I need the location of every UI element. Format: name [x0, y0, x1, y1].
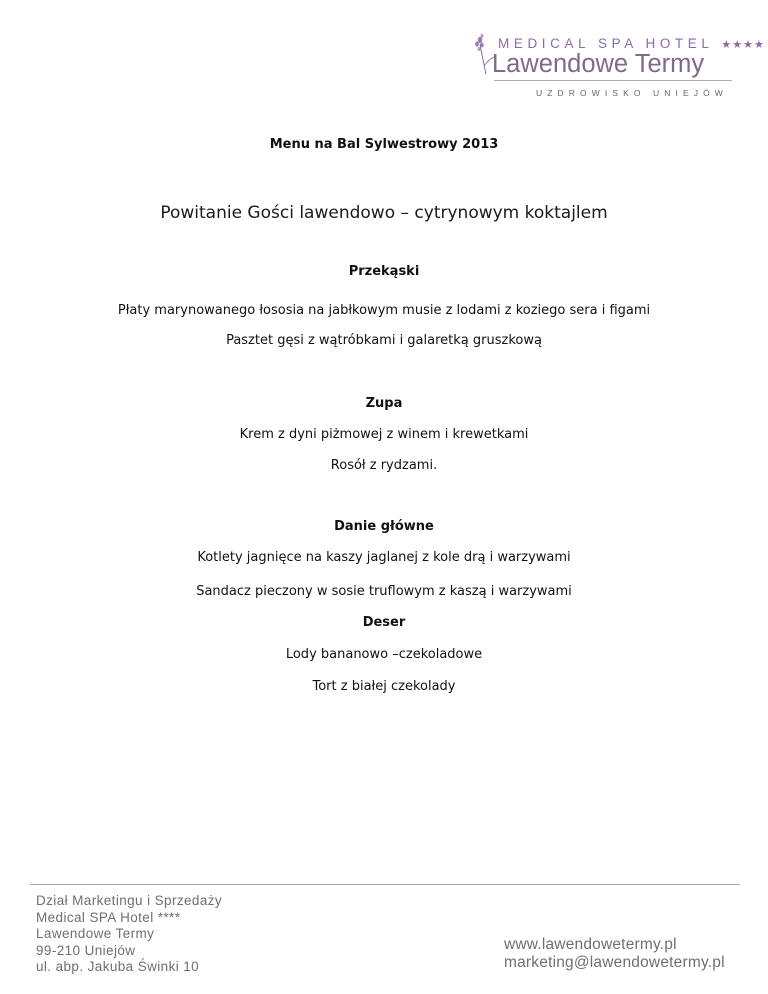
address-line: Dział Marketingu i Sprzedaży — [36, 893, 223, 908]
address-line: ul. abp. Jakuba Świnki 10 — [36, 959, 200, 974]
hotel-logo — [470, 30, 765, 100]
menu-item: Tort z białej czekolady — [312, 679, 456, 694]
logo-hotel-name: Lawendowe Termy — [492, 50, 705, 78]
menu-item: Kotlety jagnięce na kaszy jaglanej z kole drą i warzywami — [197, 550, 571, 565]
section-heading-dessert: Deser — [362, 615, 406, 630]
logo-stars: ★★★★ — [721, 39, 765, 51]
menu-item: Pasztet gęsi z wątróbkami i galaretką gruszkową — [226, 333, 542, 348]
section-heading-appetizers: Przekąski — [348, 264, 420, 279]
welcome-line: Powitanie Gości lawendowo – cytrynowym koktajlem — [160, 203, 608, 223]
menu-item: Rosół z rydzami. — [330, 458, 438, 473]
menu-item: Sandacz pieczony w sosie truflowym z kaszą i warzywami — [196, 584, 572, 599]
section-heading-soup: Zupa — [365, 396, 403, 411]
logo-line-medical-spa-hotel: MEDICAL SPA HOTEL ★★★★ — [498, 36, 765, 51]
menu-item: Płaty marynowanego łososia na jabłkowym musie z lodami z koziego sera i figami — [117, 303, 651, 318]
logo-divider — [494, 80, 732, 81]
logo-tagline: UZDROWISKO UNIEJÓW — [536, 88, 728, 98]
address-line: 99-210 Uniejów — [36, 942, 136, 958]
website-link[interactable]: www.lawendowetermy.pl — [504, 936, 677, 953]
address-line: Medical SPA Hotel **** — [36, 909, 181, 925]
section-heading-main-course: Danie główne — [334, 519, 434, 534]
footer-divider — [30, 884, 740, 885]
menu-title: Menu na Bal Sylwestrowy 2013 — [269, 137, 499, 152]
footer-address — [36, 893, 222, 976]
menu-item: Lody bananowo –czekoladowe — [285, 647, 483, 662]
address-line: Lawendowe Termy — [36, 926, 155, 941]
footer-contact — [504, 936, 725, 972]
email-link[interactable]: marketing@lawendowetermy.pl — [504, 954, 725, 971]
menu-item: Krem z dyni piżmowej z winem i krewetkami — [239, 427, 529, 442]
